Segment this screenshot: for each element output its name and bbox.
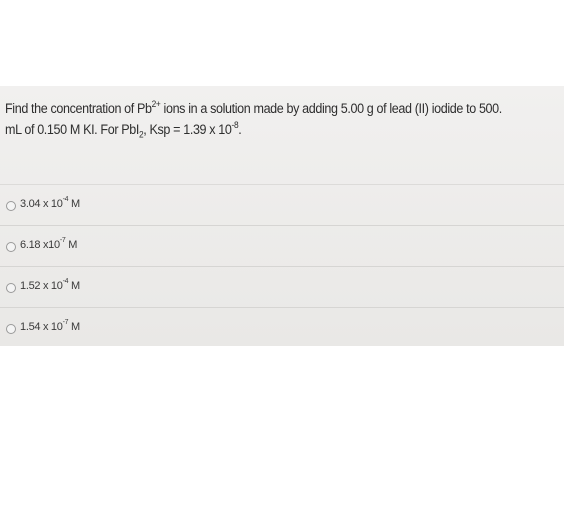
option-label[interactable]: 1.54 x $10^{-7}$ M <box>20 319 80 333</box>
question-text <box>5 98 521 140</box>
option-label[interactable]: 3.04 x $10^{-4}$ M <box>20 196 80 210</box>
question-card <box>0 86 564 346</box>
answer-option-2[interactable] <box>0 225 564 266</box>
answer-option-4[interactable] <box>0 307 564 348</box>
answer-options <box>0 184 564 348</box>
question-text-part: . <box>238 122 242 137</box>
radio-button[interactable] <box>6 283 16 293</box>
answer-option-1[interactable] <box>0 184 564 225</box>
question-text-part: Find the concentration of Pb <box>5 101 152 116</box>
answer-option-3[interactable] <box>0 266 564 307</box>
ion-charge: 2+ <box>151 98 161 109</box>
formula-subscript: 2 <box>138 129 144 140</box>
ksp-exponent: -8 <box>231 119 239 130</box>
radio-button[interactable] <box>6 324 16 334</box>
option-label[interactable]: 1.52 x $10^{-4}$ M <box>20 278 80 292</box>
question-text-part: ions in a solution made by adding 5.00 g of lead (II) iodide to 500. mL of 0.150 M KI. For PbI <box>5 101 502 137</box>
radio-button[interactable] <box>6 201 16 211</box>
radio-button[interactable] <box>6 242 16 252</box>
option-label[interactable]: 6.18 $x10^{-7}$ M <box>20 237 78 251</box>
question-text-part: , Ksp = 1.39 x 10 <box>143 122 232 137</box>
